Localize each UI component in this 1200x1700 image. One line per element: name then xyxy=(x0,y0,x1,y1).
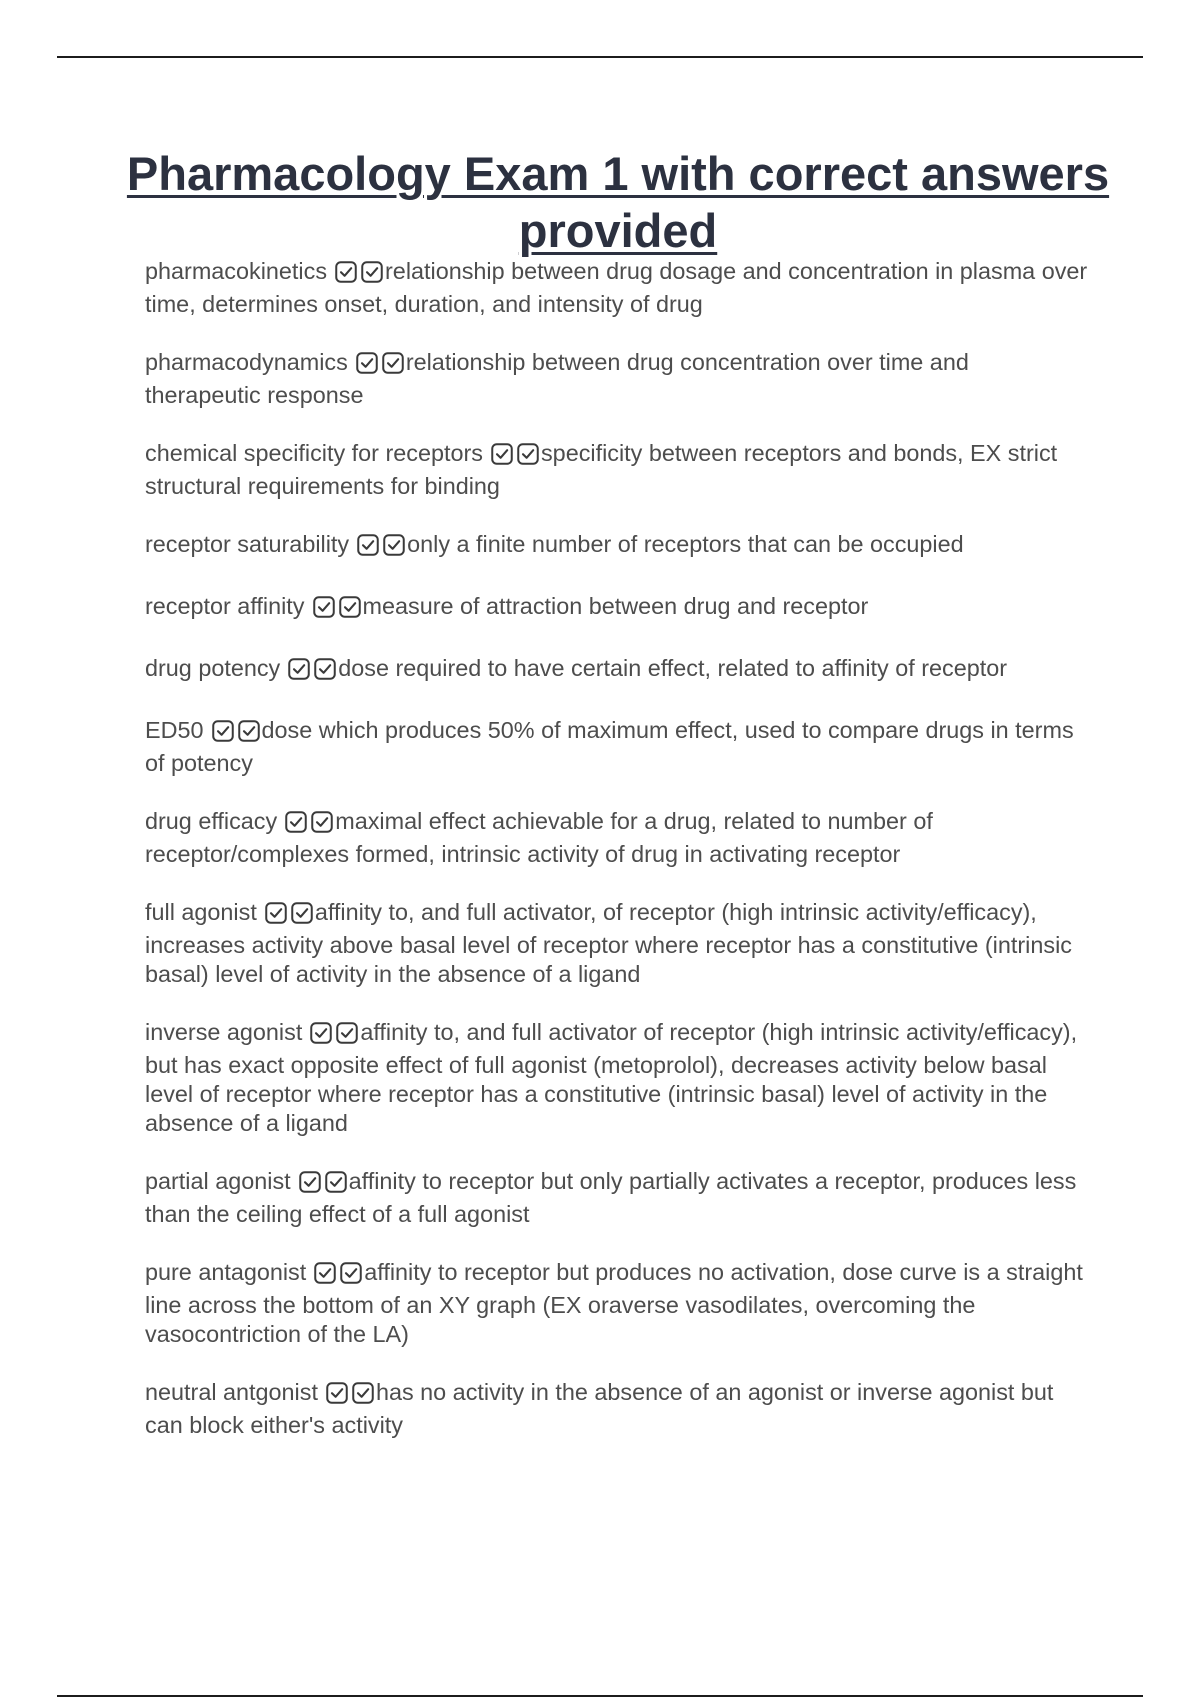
qa-item xyxy=(145,716,1090,778)
checkbox-check-icon xyxy=(285,811,307,833)
qa-answer: dose required to have certain effect, related to affinity of receptor xyxy=(338,655,1008,681)
answer-marker xyxy=(299,1171,349,1200)
qa-item xyxy=(145,1258,1090,1349)
answer-marker xyxy=(335,261,385,290)
qa-item xyxy=(145,1378,1090,1440)
answer-marker xyxy=(313,596,363,625)
qa-answer: affinity to receptor but produces no activation, dose curve is a straight line across the bottom of an XY graph (EX oraverse vasodilates, overcoming the vasocontriction of the LA) xyxy=(145,1259,1083,1347)
qa-item xyxy=(145,898,1090,989)
qa-term: neutral antgonist xyxy=(145,1379,318,1405)
qa-item xyxy=(145,439,1090,501)
checkbox-check-icon xyxy=(336,1022,358,1044)
answer-marker xyxy=(285,811,335,840)
answer-marker xyxy=(288,658,338,687)
qa-answer: has no activity in the absence of an agonist or inverse agonist but can block either's activity xyxy=(145,1379,1054,1438)
qa-item xyxy=(145,592,1090,625)
checkbox-check-icon xyxy=(326,1382,348,1404)
checkbox-check-icon xyxy=(325,1171,347,1193)
qa-term: partial agonist xyxy=(145,1168,291,1194)
answer-marker xyxy=(265,902,315,931)
checkbox-check-icon xyxy=(382,352,404,374)
checkbox-check-icon xyxy=(352,1382,374,1404)
checkbox-check-icon xyxy=(335,261,357,283)
qa-term: inverse agonist xyxy=(145,1019,303,1045)
checkbox-check-icon xyxy=(357,534,379,556)
checkbox-check-icon xyxy=(288,658,310,680)
answer-marker xyxy=(491,443,541,472)
qa-item xyxy=(145,530,1090,563)
checkbox-check-icon xyxy=(291,902,313,924)
top-divider xyxy=(57,56,1143,58)
qa-answer: relationship between drug dosage and concentration in plasma over time, determines onset, duration, and intensity of drug xyxy=(145,258,1088,317)
qa-term: drug potency xyxy=(145,655,281,681)
page-title: Pharmacology Exam 1 with correct answers provided xyxy=(126,147,1110,257)
answer-marker xyxy=(356,352,406,381)
checkbox-check-icon xyxy=(361,261,383,283)
checkbox-check-icon xyxy=(299,1171,321,1193)
checkbox-check-icon xyxy=(491,443,513,465)
qa-term: pharmacokinetics xyxy=(145,258,328,284)
checkbox-check-icon xyxy=(314,658,336,680)
bottom-divider xyxy=(57,1695,1143,1697)
qa-term: full agonist xyxy=(145,899,257,925)
checkbox-check-icon xyxy=(517,443,539,465)
qa-term: receptor saturability xyxy=(145,531,350,557)
answer-marker xyxy=(314,1262,364,1291)
qa-answer: affinity to, and full activator of receptor (high intrinsic activity/efficacy), but has exact opposite effect of full agonist (metoprolol), decreases activity below basal level of receptor where receptor has a constitutive (intrinsic basal) level of activity in the absence of a ligand xyxy=(145,1019,1078,1136)
qa-term: drug efficacy xyxy=(145,808,278,834)
checkbox-check-icon xyxy=(340,1262,362,1284)
qa-term: ED50 xyxy=(145,717,204,743)
checkbox-check-icon xyxy=(339,596,361,618)
qa-item xyxy=(145,1167,1090,1229)
qa-term: pharmacodynamics xyxy=(145,349,348,375)
checkbox-check-icon xyxy=(311,811,333,833)
qa-item xyxy=(145,654,1090,687)
answer-marker xyxy=(212,720,262,749)
qa-term: chemical specificity for receptors xyxy=(145,440,483,466)
checkbox-check-icon xyxy=(383,534,405,556)
qa-answer: affinity to receptor but only partially activates a receptor, produces less than the ceiling effect of a full agonist xyxy=(145,1168,1077,1227)
qa-answer: maximal effect achievable for a drug, related to number of receptor/complexes formed, intrinsic activity of drug in activating receptor xyxy=(145,808,933,867)
checkbox-check-icon xyxy=(238,720,260,742)
checkbox-check-icon xyxy=(356,352,378,374)
qa-answer: relationship between drug concentration over time and therapeutic response xyxy=(145,349,969,408)
qa-term: pure antagonist xyxy=(145,1259,307,1285)
checkbox-check-icon xyxy=(313,596,335,618)
checkbox-check-icon xyxy=(265,902,287,924)
answer-marker xyxy=(357,534,407,563)
qa-answer: affinity to, and full activator, of receptor (high intrinsic activity/efficacy), increases activity above basal level of receptor where receptor has a constitutive (intrinsic basal) level of activity in the absence of a ligand xyxy=(145,899,1072,987)
qa-item xyxy=(145,1018,1090,1138)
answer-marker xyxy=(326,1382,376,1411)
qa-item xyxy=(145,348,1090,410)
qa-answer: only a finite number of receptors that can be occupied xyxy=(407,531,964,557)
qa-answer: dose which produces 50% of maximum effect, used to compare drugs in terms of potency xyxy=(145,717,1074,776)
checkbox-check-icon xyxy=(212,720,234,742)
qa-list xyxy=(145,257,1090,1469)
checkbox-check-icon xyxy=(310,1022,332,1044)
checkbox-check-icon xyxy=(314,1262,336,1284)
answer-marker xyxy=(310,1022,360,1051)
qa-item xyxy=(145,807,1090,869)
qa-item xyxy=(145,257,1090,319)
qa-answer: specificity between receptors and bonds, EX strict structural requirements for binding xyxy=(145,440,1058,499)
qa-answer: measure of attraction between drug and receptor xyxy=(362,593,869,619)
qa-term: receptor affinity xyxy=(145,593,305,619)
